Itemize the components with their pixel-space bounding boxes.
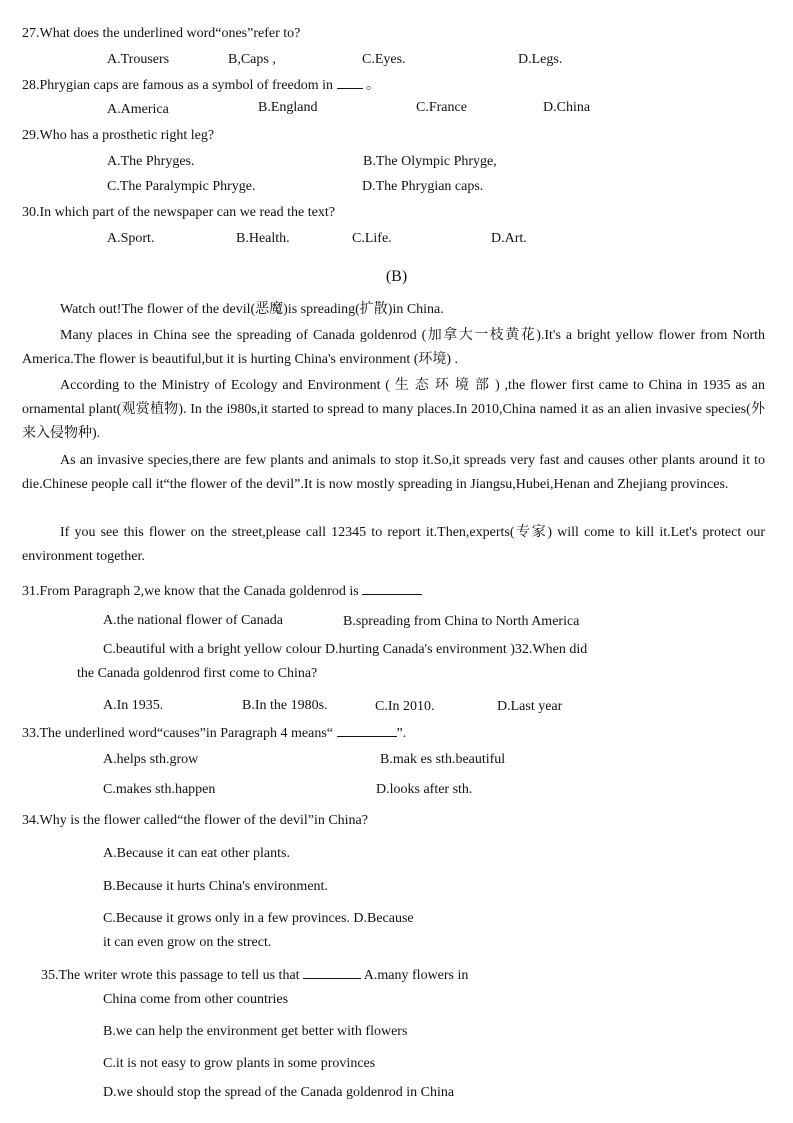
- passage-paragraph-1: [22, 298, 765, 322]
- question-33-stem: [22, 725, 406, 743]
- q31-option-a: A.the national flower of Canada: [103, 613, 283, 628]
- question-30-stem: 30.In which part of the newspaper can we read the text?: [22, 205, 335, 220]
- q30-option-b: B.Health.: [236, 231, 290, 246]
- passage-paragraph-4: [22, 449, 765, 497]
- section-title: (B): [385, 268, 408, 285]
- question-32-stem: the Canada goldenrod first come to China?: [77, 666, 318, 681]
- q35-option-c: C.it is not easy to grow plants in some provinces: [103, 1056, 376, 1071]
- q35-answer-blank: [303, 978, 361, 979]
- passage-paragraph-5: [22, 521, 765, 569]
- q34-option-a: A.Because it can eat other plants.: [103, 846, 290, 861]
- q33-option-d: D.looks after sth.: [376, 782, 473, 797]
- q29-option-a: A.The Phryges.: [107, 154, 195, 169]
- q28-answer-blank: [337, 88, 363, 89]
- q30-option-d: D.Art.: [491, 231, 527, 246]
- q30-option-c: C.Life.: [352, 231, 392, 246]
- q27-option-d: D.Legs.: [518, 52, 563, 67]
- passage-p2-text: Many places in China see the spreading of Canada goldenrod (加拿大一枝黄花).It's a bright yellow flower from North America.The flower is beautiful,but it is hurting China's environment (环境) .: [22, 328, 765, 367]
- question-29-stem: 29.Who has a prosthetic right leg?: [22, 128, 215, 143]
- q32-option-d: D.Last year: [497, 699, 563, 714]
- q29-option-b: B.The Olympic Phryge,: [363, 154, 497, 169]
- q29-option-c: C.The Paralympic Phryge.: [107, 179, 256, 194]
- q33-option-a: A.helps sth.grow: [103, 752, 199, 767]
- passage-p4-text: As an invasive species,there are few plants and animals to stop it.So,it spreads very fast and causes other plants around it to die.Chinese people call it“the flower of the devil”.It is now mostly spreading in Jiangsu,Hubei,Henan and Zhejiang provinces.: [22, 453, 765, 492]
- q34-option-d-cont: it can even grow on the strect.: [103, 935, 272, 950]
- q31-stem-text: 31.From Paragraph 2,we know that the Canada goldenrod is: [22, 584, 359, 599]
- q27-option-b: B,Caps ,: [228, 52, 276, 67]
- question-34-stem: 34.Why is the flower called“the flower of the devil”in China?: [22, 813, 368, 828]
- passage-p5-text: If you see this flower on the street,please call 12345 to report it.Then,experts(专家) will come to kill it.Let's protect our environment together.: [22, 525, 765, 564]
- question-28-stem: [22, 77, 380, 95]
- q33-answer-blank: [337, 736, 397, 737]
- q28-option-d: D.China: [543, 100, 591, 115]
- q35-option-a-cont: China come from other countries: [103, 992, 289, 1007]
- passage-paragraph-2: [22, 324, 765, 372]
- q31-option-b: B.spreading from China to North America: [343, 614, 580, 629]
- q30-option-a: A.Sport.: [107, 231, 155, 246]
- question-31-stem: [22, 583, 422, 601]
- question-27-stem: 27.What does the underlined word“ones”refer to?: [22, 26, 301, 41]
- q35-option-d: D.we should stop the spread of the Canada goldenrod in China: [103, 1085, 455, 1100]
- q28-stem-text: 28.Phrygian caps are famous as a symbol of freedom in: [22, 78, 334, 93]
- question-35-stem: [41, 967, 468, 985]
- q34-option-c-d: C.Because it grows only in a few provinces. D.Because: [103, 911, 414, 926]
- passage-paragraph-3: [22, 374, 765, 446]
- q35-option-b: B.we can help the environment get better with flowers: [103, 1024, 408, 1039]
- q29-option-d: D.The Phrygian caps.: [362, 179, 484, 194]
- q31-option-c-d: C.beautiful with a bright yellow colour D.hurting Canada's environment )32.When did: [103, 642, 588, 657]
- q27-option-c: C.Eyes.: [362, 52, 406, 67]
- q31-answer-blank: [362, 594, 422, 595]
- passage-p3-text: According to the Ministry of Ecology and Environment ( 生 态 环 境 部 ) ,the flower first came to China in 1935 as an ornamental plant(观赏植物). In the i980s,it started to spread to many places.In 2010,China named it as an alien invasive species(外来入侵物种).: [22, 378, 765, 441]
- q33-stem-text: 33.The underlined word“causes”in Paragraph 4 means“: [22, 726, 333, 741]
- q28-option-c: C.France: [416, 100, 467, 115]
- q28-option-a: A.America: [107, 102, 169, 117]
- q32-option-b: B.In the 1980s.: [242, 698, 328, 713]
- q32-option-c: C.In 2010.: [375, 699, 435, 714]
- q27-option-a: A.Trousers: [107, 52, 170, 67]
- q35-stem-text: 35.The writer wrote this passage to tell us that: [41, 968, 300, 983]
- q35-option-a-start: A.many flowers in: [363, 968, 469, 983]
- q28-stem-end: 。: [366, 78, 381, 93]
- passage-p1-text: Watch out!The flower of the devil(恶魔)is spreading(扩散)in China.: [60, 302, 444, 317]
- q33-option-b: B.mak es sth.beautiful: [380, 752, 506, 767]
- q33-stem-end: ”.: [396, 726, 407, 741]
- q34-option-b: B.Because it hurts China's environment.: [103, 879, 328, 894]
- q32-option-a: A.In 1935.: [103, 698, 164, 713]
- q28-option-b: B.England: [258, 100, 318, 115]
- q33-option-c: C.makes sth.happen: [103, 782, 216, 797]
